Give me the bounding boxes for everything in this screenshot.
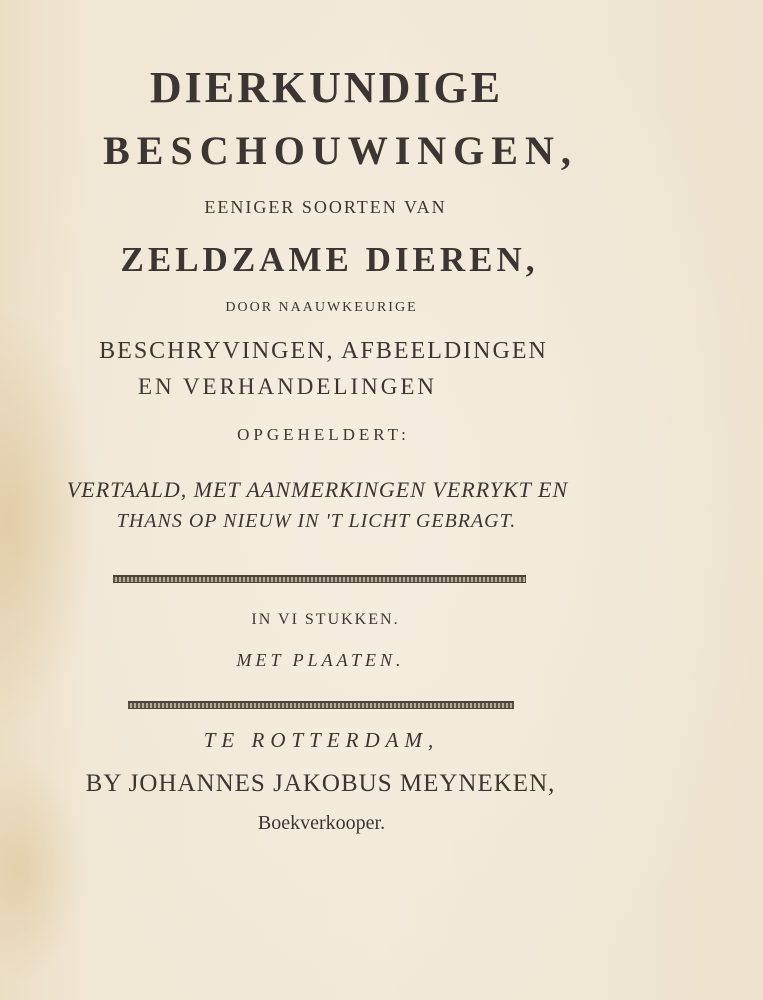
plates-line: MET PLAATEN.: [236, 650, 405, 670]
door-line: DOOR NAAUWKEURIGE: [225, 300, 418, 315]
ornamental-rule-top: [113, 575, 526, 583]
title-line-2: BESCHOUWINGEN,: [103, 128, 578, 173]
place-line: TE ROTTERDAM,: [203, 728, 440, 752]
description-line-1: BESCHRYVINGEN, AFBEELDINGEN: [99, 338, 548, 364]
translation-line-1: VERTAALD, MET AANMERKINGEN VERRYKT EN: [66, 477, 569, 502]
opgeheldert-line: OPGEHELDERT:: [237, 425, 410, 444]
subtitle-line-1: EENIGER SOORTEN VAN: [204, 197, 447, 217]
parts-line: IN VI STUKKEN.: [251, 611, 400, 628]
publisher-line: BY JOHANNES JAKOBUS MEYNEKEN,: [85, 770, 556, 797]
ornamental-rule-bottom: [128, 701, 514, 709]
translation-line-2: THANS OP NIEUW IN 'T LICHT GEBRAGT.: [116, 510, 517, 532]
subtitle-line-2: ZELDZAME DIEREN,: [120, 240, 539, 279]
title-line-1: DIERKUNDIGE: [149, 63, 504, 112]
publisher-role-line: Boekverkooper.: [257, 812, 386, 834]
description-line-2: EN VERHANDELINGEN: [137, 374, 438, 399]
